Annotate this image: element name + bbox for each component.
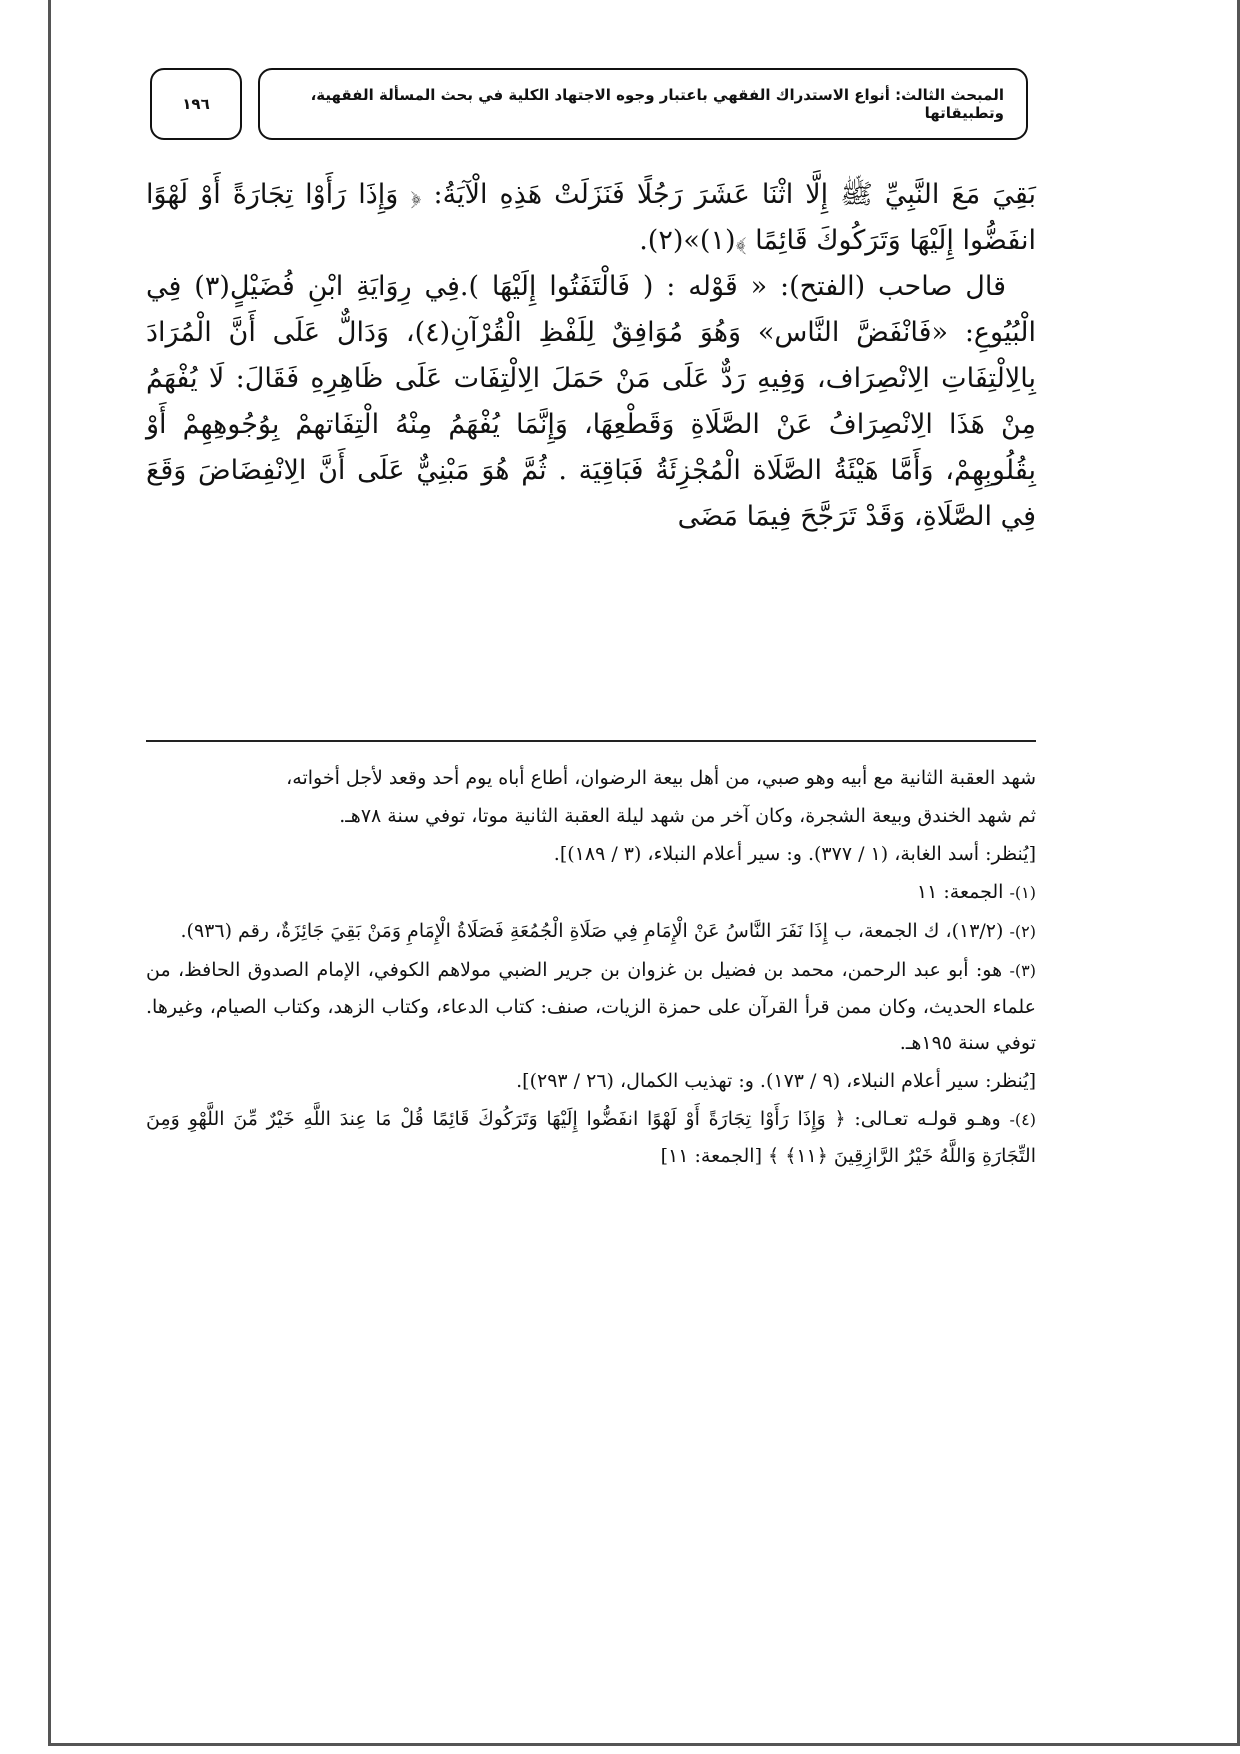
page-number: ١٩٦ [150, 68, 242, 140]
page-frame-bottom [48, 1743, 1240, 1746]
footnote-continuation-ref: [يُنظر: أسد الغابة، (١ / ٣٧٧). و: سير أعلام النبلاء، (٣ / ١٨٩)]. [553, 843, 1036, 865]
footnote-4-text: وهـو قولـه تعـالى: ﴿ وَإِذَا رَأَوْا تِجَارَةً أَوْ لَهْوًا انفَضُّوا إِلَيْهَا وَتَرَكُوكَ قَائِمًا قُلْ مَا عِندَ اللَّهِ خَيْرٌ مِّنَ اللَّهْوِ وَمِنَ التِّجَارَةِ وَاللَّهُ خَيْرُ الرَّازِقِينَ ﴿١١﴾ ﴾ [الجمعة: ١١] [146, 1108, 1036, 1167]
footnote-1-text: الجمعة: ١١ [916, 881, 1004, 903]
body-paragraph-2: قال صاحب (الفتح): « قَوْله : ( فَالْتَفَتُوا إِلَيْهَا ).فِي رِوَايَةِ ابْنِ فُضَيْلٍ(٣) فِي الْبُيُوعِ: «فَانْفَضَّ النَّاس» وَهُوَ مُوَافِقٌ لِلَفْظِ الْقُرْآنِ(٤)، وَدَالٌّ عَلَى أَنَّ الْمُرَادَ بِالِالْتِفَاتِ الِانْصِرَاف، وَفِيهِ رَدٌّ عَلَى مَنْ حَمَلَ الِالْتِفَات عَلَى ظَاهِرِهِ فَقَالَ: لَا يُفْهَمُ مِنْ هَذَا الِانْصِرَافُ عَنْ الصَّلَاةِ وَقَطْعِهَا، وَإِنَّمَا يُفْهَمُ مِنْهُ الْتِفَاتهمْ بِوُجُوهِهِمْ أَوْ بِقُلُوبِهِمْ، وَأَمَّا هَيْئَةُ الصَّلَاة الْمُجْزِئَةُ فَبَاقِيَة . ثُمَّ هُوَ مَبْنِيٌّ عَلَى أَنَّ الِانْفِضَاضَ وَقَعَ فِي الصَّلَاةِ، وَقَدْ تَرَجَّحَ فِيمَا مَضَى [146, 271, 1036, 532]
body-paragraph-1: بَقِيَ مَعَ النَّبِيِّ ﷺ إِلَّا اثْنَا عَشَرَ رَجُلًا فَنَزَلَتْ هَذِهِ الْآيَةُ: ﴿ وَإِذَا رَأَوْا تِجَارَةً أَوْ لَهْوًا انفَضُّوا إِلَيْهَا وَتَرَكُوكَ قَائِمًا ﴾(١)»(٢). [146, 179, 1036, 256]
footnotes-section [146, 760, 1036, 1176]
footnote-divider [146, 740, 1036, 742]
footnote-4-number: (٤)- [1009, 1110, 1036, 1129]
footnote-1 [146, 874, 1036, 911]
footnote-2 [146, 913, 1036, 950]
footnote-continuation-line-1: شهد العقبة الثانية مع أبيه وهو صبي، من أهل بيعة الرضوان، أطاع أباه يوم أحد وقعد لأجل أخواته، [286, 767, 1036, 789]
running-header-title [258, 68, 1028, 140]
main-body-text [146, 172, 1036, 540]
footnote-1-number: (١)- [1009, 883, 1036, 902]
footnote-4 [146, 1101, 1036, 1174]
header-title-text: المبحث الثالث: أنواع الاستدراك الفقهي باعتبار وجوه الاجتهاد الكلية في بحث المسألة الفقهية، وتطبيقاتها [310, 86, 1004, 122]
footnote-3-text: هو: أبو عبد الرحمن، محمد بن فضيل بن غزوان بن جرير الضبي مولاهم الكوفي، الإمام الصدوق الحافظ، من علماء الحديث، وكان ممن قرأ القرآن على حمزة الزيات، صنف: كتاب الدعاء، وكتاب الزهد، وكتاب الصيام، وغيرها. توفي سنة ١٩٥هـ. [146, 959, 1036, 1054]
footnote-2-number: (٢)- [1009, 922, 1036, 941]
footnote-2-text: (١٣/٢)، ك الجمعة، ب إِذَا نَفَرَ النَّاسُ عَنْ الْإِمَامِ فِي صَلَاةِ الْجُمُعَةِ فَصَلَاةُ الْإِمَامِ وَمَنْ بَقِيَ جَائِزَةٌ، رقم (٩٣٦). [180, 920, 1004, 942]
page-frame-left [48, 0, 51, 1746]
footnote-3-ref: [يُنظر: سير أعلام النبلاء، (٩ / ١٧٣). و: تهذيب الكمال، (٢٦ / ٢٩٣)]. [516, 1070, 1036, 1092]
footnote-3 [146, 952, 1036, 1061]
footnote-continuation-line-2: ثم شهد الخندق وبيعة الشجرة، وكان آخر من شهد ليلة العقبة الثانية موتا، توفي سنة ٧٨هـ. [339, 805, 1036, 827]
footnote-3-number: (٣)- [1009, 961, 1036, 980]
